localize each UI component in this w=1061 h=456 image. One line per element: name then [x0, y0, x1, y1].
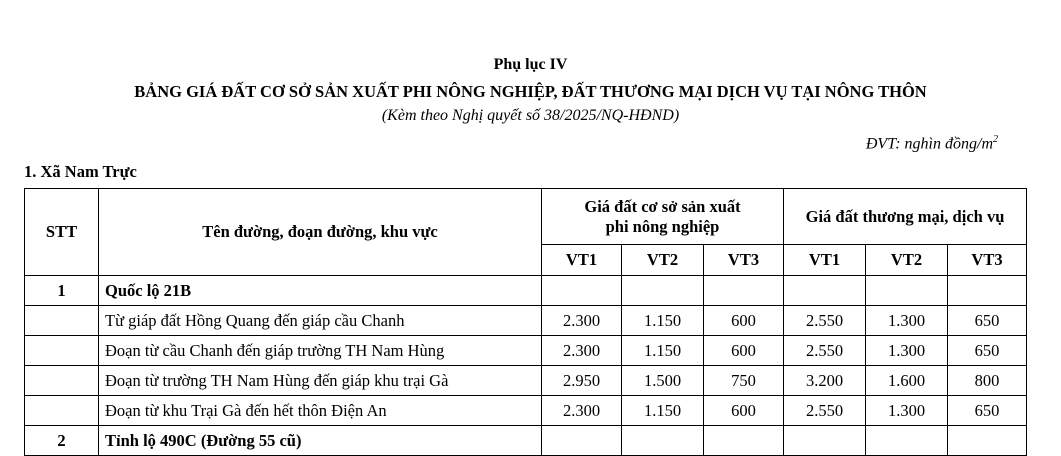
row-value: 3.200 [784, 366, 866, 396]
row-value: 1.150 [622, 306, 704, 336]
header-vt: VT2 [622, 245, 704, 276]
table-row [25, 396, 1027, 426]
table-header-row [25, 189, 1027, 245]
header-group-commercial: Giá đất thương mại, dịch vụ [784, 189, 1027, 245]
row-stt [25, 306, 99, 336]
row-stt: 1 [25, 276, 99, 306]
row-value: 1.300 [866, 396, 948, 426]
row-value [948, 426, 1027, 456]
row-value: 650 [948, 306, 1027, 336]
row-value [784, 426, 866, 456]
row-value [542, 426, 622, 456]
table-row [25, 306, 1027, 336]
header-vt: VT1 [542, 245, 622, 276]
row-stt: 2 [25, 426, 99, 456]
row-value: 1.150 [622, 396, 704, 426]
row-value [622, 276, 704, 306]
row-value: 2.300 [542, 336, 622, 366]
row-value: 600 [704, 396, 784, 426]
row-value: 2.550 [784, 306, 866, 336]
header-vt: VT3 [948, 245, 1027, 276]
row-name: Tỉnh lộ 490C (Đường 55 cũ) [99, 426, 542, 456]
row-name: Đoạn từ khu Trại Gà đến hết thôn Điện An [99, 396, 542, 426]
row-value [704, 276, 784, 306]
header-group-production [542, 189, 784, 245]
table-row [25, 366, 1027, 396]
row-value: 650 [948, 336, 1027, 366]
document-title: BẢNG GIÁ ĐẤT CƠ SỞ SẢN XUẤT PHI NÔNG NGHIỆP, ĐẤT THƯƠNG MẠI DỊCH VỤ TẠI NÔNG THÔN [134, 82, 927, 101]
row-name: Đoạn từ trường TH Nam Hùng đến giáp khu trại Gà [99, 366, 542, 396]
row-value: 1.150 [622, 336, 704, 366]
row-value: 2.550 [784, 336, 866, 366]
row-value: 2.300 [542, 306, 622, 336]
header-vt: VT1 [784, 245, 866, 276]
table-row [25, 276, 1027, 306]
unit-label [866, 134, 998, 153]
row-stt [25, 366, 99, 396]
unit-superscript: 2 [993, 134, 998, 145]
row-value: 750 [704, 366, 784, 396]
table-row [25, 336, 1027, 366]
row-value [948, 276, 1027, 306]
row-value [866, 426, 948, 456]
row-value [866, 276, 948, 306]
row-value [542, 276, 622, 306]
appendix-label: Phụ lục IV [493, 56, 568, 73]
row-value: 650 [948, 396, 1027, 426]
header-vt: VT3 [704, 245, 784, 276]
header-vt: VT2 [866, 245, 948, 276]
row-value [622, 426, 704, 456]
document-subtitle: (Kèm theo Nghị quyết số 38/2025/NQ-HĐND) [381, 107, 680, 124]
row-value [784, 276, 866, 306]
row-name: Quốc lộ 21B [99, 276, 542, 306]
table-body [25, 276, 1027, 456]
row-value: 2.300 [542, 396, 622, 426]
row-stt [25, 396, 99, 426]
row-value: 1.600 [866, 366, 948, 396]
row-value: 800 [948, 366, 1027, 396]
row-value: 1.300 [866, 306, 948, 336]
row-value: 1.300 [866, 336, 948, 366]
row-value [704, 426, 784, 456]
price-table [24, 188, 1027, 456]
row-stt [25, 336, 99, 366]
row-value: 600 [704, 306, 784, 336]
header-stt: STT [25, 189, 99, 276]
section-title: 1. Xã Nam Trực [24, 162, 137, 181]
row-name: Từ giáp đất Hồng Quang đến giáp cầu Chanh [99, 306, 542, 336]
row-value: 1.500 [622, 366, 704, 396]
row-name: Đoạn từ cầu Chanh đến giáp trường TH Nam Hùng [99, 336, 542, 366]
row-value: 2.550 [784, 396, 866, 426]
table-row [25, 426, 1027, 456]
header-group-production-line1: Giá đất cơ sở sản xuất [584, 196, 741, 216]
row-value: 2.950 [542, 366, 622, 396]
header-name: Tên đường, đoạn đường, khu vực [99, 189, 542, 276]
row-value: 600 [704, 336, 784, 366]
header-group-production-line2: phi nông nghiệp [605, 216, 720, 236]
unit-text: ĐVT: nghìn đồng/m [865, 135, 993, 153]
